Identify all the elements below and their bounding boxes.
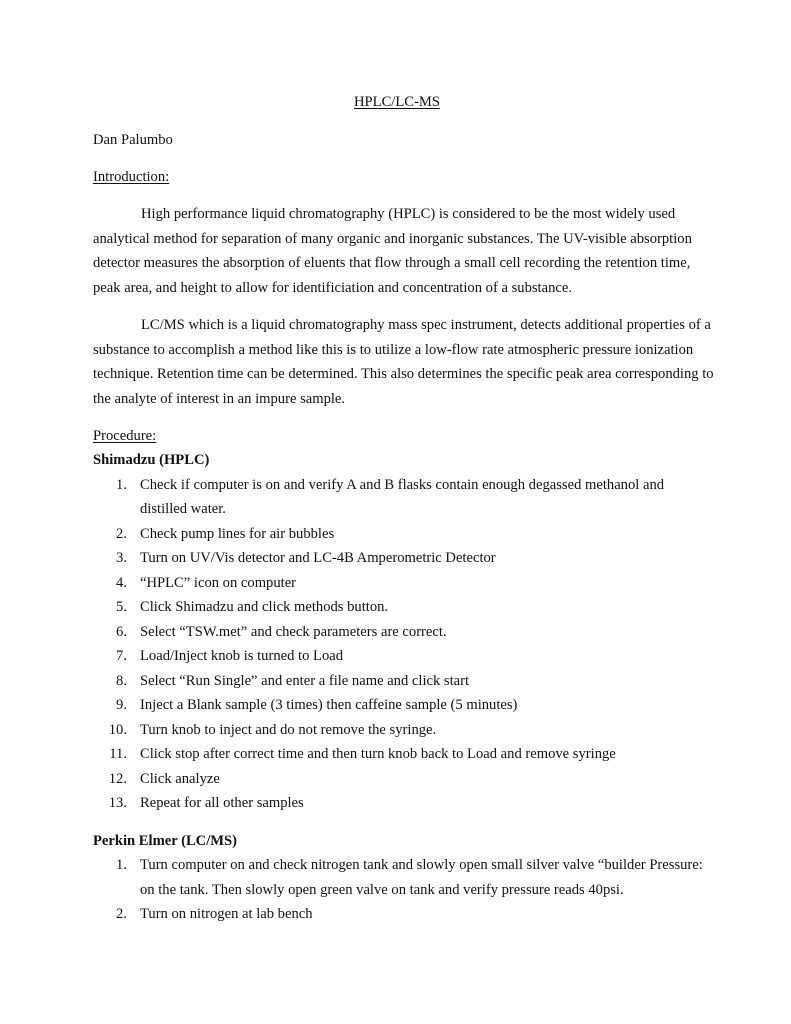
shimadzu-heading: Shimadzu (HPLC) bbox=[93, 452, 210, 468]
intro-paragraph-1-line: High performance liquid chromatography (HPLC) is considered to be the most widely used bbox=[141, 206, 676, 222]
intro-paragraph-2-line: the analyte of interest in an impure sample. bbox=[93, 391, 346, 407]
list-item-text: Click stop after correct time and then turn knob back to Load and remove syringe bbox=[140, 746, 616, 762]
intro-paragraph-1-line: detector measures the absorption of eluents that flow through a small cell recording the retention time, bbox=[93, 255, 691, 271]
list-item-text: Inject a Blank sample (3 times) then caffeine sample (5 minutes) bbox=[140, 697, 518, 713]
procedure-heading: Procedure: bbox=[93, 428, 157, 444]
intro-paragraph-1-line: analytical method for separation of many organic and inorganic substances. The UV-visible absorption bbox=[93, 231, 692, 247]
list-item-text: Check pump lines for air bubbles bbox=[140, 526, 335, 542]
list-item-text: Repeat for all other samples bbox=[140, 795, 304, 811]
intro-paragraph-1-line: peak area, and height to allow for identificiation and concentration of a substance. bbox=[93, 280, 572, 296]
list-item-number: 5. bbox=[116, 599, 127, 615]
list-item-text: Load/Inject knob is turned to Load bbox=[140, 648, 344, 664]
intro-paragraph-2-line: technique. Retention time can be determined. This also determines the specific peak area corresponding to bbox=[93, 366, 714, 382]
list-item-number: 11. bbox=[109, 746, 127, 762]
list-item-text: “HPLC” icon on computer bbox=[140, 575, 297, 591]
list-item-number: 9. bbox=[116, 697, 127, 713]
list-item-number: 10. bbox=[108, 722, 127, 738]
list-item-text: Select “TSW.met” and check parameters are correct. bbox=[140, 624, 447, 640]
list-item-number: 2. bbox=[116, 526, 127, 542]
list-item-text: Check if computer is on and verify A and B flasks contain enough degassed methanol and bbox=[140, 477, 665, 493]
list-item-number: 4. bbox=[116, 575, 127, 591]
intro-paragraph-2-line: LC/MS which is a liquid chromatography mass spec instrument, detects additional properties of a bbox=[141, 317, 711, 333]
list-item-number: 12. bbox=[108, 771, 127, 787]
intro-paragraph-2-line: substance to accomplish a method like this is to utilize a low-flow rate atmospheric pressure ionization bbox=[93, 342, 694, 358]
perkin-elmer-heading: Perkin Elmer (LC/MS) bbox=[93, 833, 238, 849]
list-item-text: on the tank. Then slowly open green valve on tank and verify pressure reads 40psi. bbox=[140, 882, 624, 898]
list-item-text: Click analyze bbox=[140, 771, 220, 787]
list-item-number: 2. bbox=[116, 906, 127, 922]
list-item-number: 7. bbox=[116, 648, 127, 664]
list-item-number: 1. bbox=[116, 857, 127, 873]
introduction-heading: Introduction: bbox=[93, 169, 170, 185]
list-item-text: Turn knob to inject and do not remove the syringe. bbox=[140, 722, 437, 738]
page-title: HPLC/LC-MS bbox=[354, 94, 440, 110]
list-item-number: 6. bbox=[116, 624, 127, 640]
author-name: Dan Palumbo bbox=[93, 132, 173, 148]
list-item-text: Click Shimadzu and click methods button. bbox=[140, 599, 389, 615]
list-item-text: Turn on nitrogen at lab bench bbox=[140, 906, 313, 922]
list-item-number: 13. bbox=[108, 795, 127, 811]
list-item-number: 3. bbox=[116, 550, 127, 566]
list-item-number: 8. bbox=[116, 673, 127, 689]
list-item-text: Turn computer on and check nitrogen tank and slowly open small silver valve “builder Pressure: bbox=[140, 857, 703, 873]
list-item-text: distilled water. bbox=[140, 501, 226, 517]
list-item-text: Select “Run Single” and enter a file name and click start bbox=[140, 673, 470, 689]
list-item-text: Turn on UV/Vis detector and LC-4B Amperometric Detector bbox=[140, 550, 496, 566]
list-item-number: 1. bbox=[116, 477, 127, 493]
